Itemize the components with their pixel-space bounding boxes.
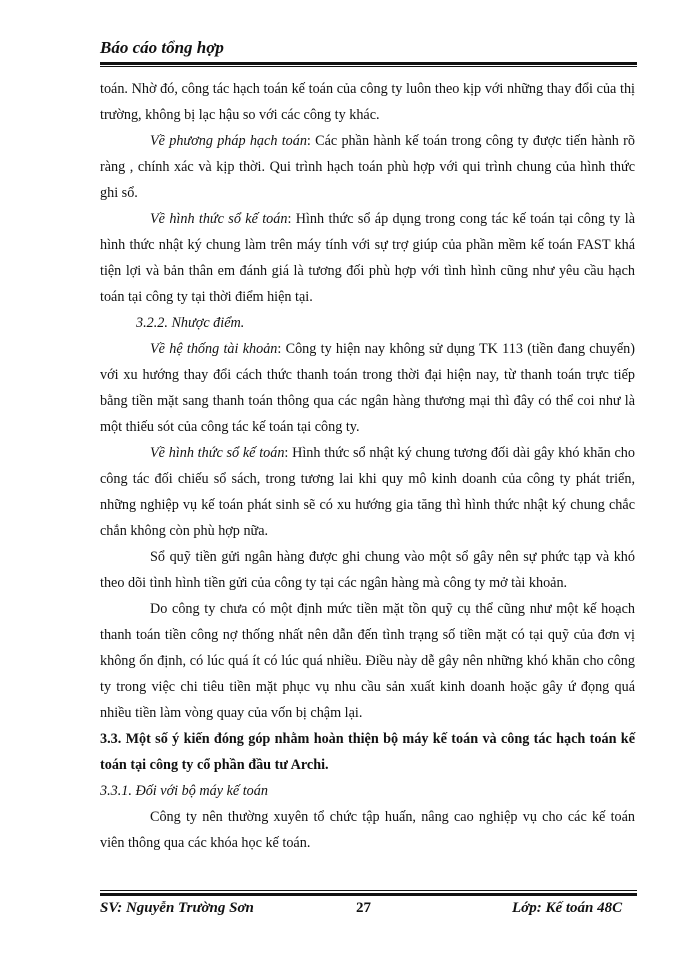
paragraph-text: : Các phần hành kế toán trong công ty được tiến hành rõ ràng , chính xác và kịp thời. Qui trình hạch toán phù hợp với qui trình chung của hình thức ghi sổ. [100,133,635,201]
section-heading-3-3: 3.3. Một số ý kiến đóng góp nhằm hoàn thiện bộ máy kế toán và công tác hạch toán kế toán tại công ty cổ phần đầu tư Archi. [100,731,635,773]
paragraph-lead: Về hình thức sổ kế toán [150,445,285,461]
paragraph-text: : Hình thức sổ nhật ký chung tương đối dài gây khó khăn cho công tác đối chiếu sổ sách, trong tương lai khi quy mô kinh doanh của công ty phát triển, những nghiệp vụ kế toán phát sinh sẽ có xu hướng gia tăng thì hình thức nhật ký chung chắc chắn không còn phù hợp nữa. [100,445,635,539]
paragraph-lead: Về phương pháp hạch toán [150,133,307,149]
paragraph-training: Công ty nên thường xuyên tổ chức tập huấn, nâng cao nghiệp vụ cho các kế toán viên thông qua các khóa học kế toán. [100,809,635,851]
header-rule-thin [100,66,637,67]
paragraph-book-form [100,206,635,310]
paragraph-lead: Về hệ thống tài khoản [150,341,278,357]
subheading-3-3-1: 3.3.1. Đối với bộ máy kế toán [100,783,268,799]
document-body [100,76,635,856]
footer-class: Lớp: Kế toán 48C [512,900,623,916]
footer-rule-thick [100,893,637,896]
paragraph-continuation: toán. Nhờ đó, công tác hạch toán kế toán của công ty luôn theo kịp với những thay đổi của thị trường, không bị lạc hậu so với các công ty khác. [100,81,635,123]
footer-rule-thin [100,890,637,891]
paragraph-cash-fund: Do công ty chưa có một định mức tiền mặt tồn quỹ cụ thể cũng như một kế hoạch thanh toán tiền công nợ thống nhất nên dẫn đến tình trạng số tiền mặt có tại quỹ của đơn vị không ổn định, có lúc quá ít có lúc quá nhiều. Điều này dễ gây nên những khó khăn cho công ty trong việc chi tiêu tiền mặt phục vụ nhu cầu sản xuất kinh doanh hoặc gây ứ đọng quá nhiều tiền làm vòng quay của vốn bị chậm lại. [100,601,635,721]
paragraph-text: : Công ty hiện nay không sử dụng TK 113 (tiền đang chuyển) với xu hướng thay đổi cách thức thanh toán trong thời đại hiện nay, từ thanh toán trực tiếp bằng tiền mặt sang thanh toán thông qua các ngân hàng thương mại thì đây có thể coi như là một thiếu sót của công tác kế toán tại công ty. [100,341,635,435]
paragraph-book-form-weakness [100,440,635,544]
paragraph-lead: Về hình thức sổ kế toán [150,211,288,227]
header-rule-thick [100,62,637,65]
footer-page-number: 27 [356,900,371,916]
subheading-3-2-2: 3.2.2. Nhược điểm. [136,315,245,331]
paragraph-text: : Hình thức sổ áp dụng trong cong tác kế toán tại công ty là hình thức nhật ký chung làm trên máy tính với sự trợ giúp của phần mềm kế toán FAST khá tiện lợi và bản thân em đánh giá là tương đối phù hợp với tình hình cũng như yêu cầu hạch toán tại công ty tại thời điểm hiện tại. [100,211,635,305]
header-title: Báo cáo tổng hợp [100,38,224,57]
paragraph-accounting-method [100,128,635,206]
paragraph-account-system [100,336,635,440]
paragraph-bank-deposit: Sổ quỹ tiền gửi ngân hàng được ghi chung vào một sổ gây nên sự phức tạp và khó theo dõi tình hình tiền gửi của công ty tại các ngân hàng mà công ty mở tài khoản. [100,549,635,591]
footer-student-name: SV: Nguyễn Trường Sơn [100,900,254,916]
